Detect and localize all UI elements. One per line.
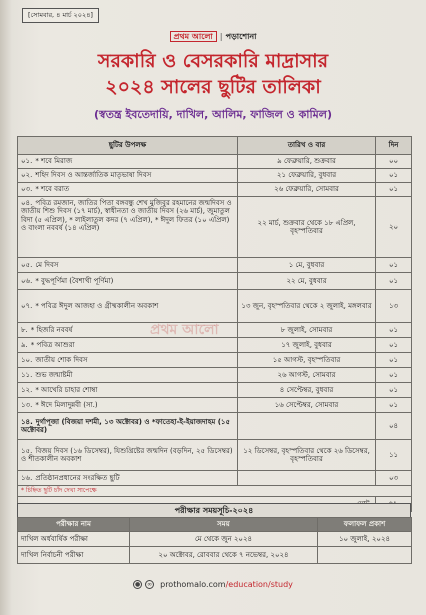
table-row: [18, 155, 412, 169]
page-title: [0, 48, 426, 100]
days-count: ০১: [388, 185, 399, 194]
column-header-exam-name: পরীক্ষার নাম: [56, 520, 91, 529]
row-number: ০৬.: [21, 276, 33, 285]
date-text: [238, 471, 375, 485]
exam-period: মে থেকে জুন ২০২৪: [194, 534, 253, 543]
occasion-text: * হিজরি নববর্ষ: [30, 325, 73, 334]
days-count: ১৩: [388, 301, 399, 310]
occasion-text: * বুদ্ধপূর্ণিমা (বৈশাখী পূর্ণিমা): [35, 276, 114, 285]
section-name: পড়াশোনা: [225, 32, 257, 41]
table-row: [18, 398, 412, 413]
days-count: ০৩: [388, 473, 399, 482]
date-text: ১৬ সেপ্টেম্বর, সোমবার: [274, 400, 339, 409]
occasion-text: * শবে বরাত: [35, 185, 70, 194]
date-text: ১২ ডিসেম্বর, বৃহস্পতিবার থেকে ২৬ ডিসেম্বর, বৃহস্পতিবার: [243, 446, 370, 463]
table-row: [18, 353, 412, 368]
date-text: ১ মে, বুধবার: [288, 260, 325, 269]
url-domain: prothomalo.com: [160, 580, 226, 589]
table-row: [18, 169, 412, 183]
occasion-text: দুর্গাপূজা (বিজয়া দশমী, ১৩ অক্টোবর) ও *ফাতেহা-ই-ইয়াজদাহম (১৫ অক্টোবর): [21, 417, 230, 434]
row-number: ০৫.: [21, 260, 33, 269]
result-date: ১০ জুলাই, ২০২৪: [338, 534, 391, 543]
table-row: [18, 383, 412, 398]
occasion-text: * আখেরি চাহার শোম্বা: [35, 385, 98, 394]
days-count: ০১: [388, 325, 399, 334]
table-row: [18, 413, 412, 440]
date-text: ২২ মার্চ, শুক্রবার থেকে ১৮ এপ্রিল, বৃহস্পতিবার: [257, 218, 356, 235]
row-number: ৯.: [21, 340, 28, 349]
days-count: ০১: [388, 355, 399, 364]
column-header-period: সময়: [217, 520, 230, 529]
occasion-text: পবিত্র রমজান, জাতির পিতা বঙ্গবন্ধু শেখ মুজিবুর রহমানের জন্মদিবস ও জাতীয় শিশু দিবস (১৭ মার্চ), স্বাধীনতা ও জাতীয় দিবস (২৬ মার্চ), জুমাতুল বিদা (৫ এপ্রিল), * লাইলাতুল কদর (৭ এপ্রিল), * ঈদুল ফিতর (১০ এপ্রিল) ও বাংলা নববর্ষ (১৪ এপ্রিল): [21, 199, 232, 233]
occasion-text: প্রতিষ্ঠানপ্রধানের সংরক্ষিত ছুটি: [35, 473, 120, 482]
brand-logo: প্রথম আলো: [170, 31, 217, 42]
days-count: ২০: [388, 222, 399, 231]
row-number: ১৬.: [21, 473, 33, 482]
table-row: [18, 440, 412, 471]
occasion-text: * পবিত্র আশুরা: [30, 340, 75, 349]
holiday-table: [17, 136, 412, 512]
row-number: ১৪.: [21, 417, 33, 426]
days-count: ০১: [388, 171, 399, 180]
table-row: [18, 471, 412, 486]
date-text: ১৭ জুলাই, বুধবার: [281, 340, 332, 349]
title-line-1: সরকারি ও বেসরকারি মাদ্রাসার: [97, 50, 329, 72]
days-count: ০০: [388, 157, 399, 166]
web-icon: ●: [134, 581, 141, 588]
table-row: [18, 273, 412, 290]
date-text: ১৫ আগস্ট, বৃহস্পতিবার: [272, 355, 341, 364]
table-row: [18, 368, 412, 383]
result-date: [318, 547, 411, 563]
masthead-divider: |: [219, 32, 223, 41]
table-row: [18, 290, 412, 323]
occasion-text: * শবে মিরাজ: [35, 157, 73, 166]
days-count: ০১: [388, 385, 399, 394]
date-text: ২১ ফেব্রুয়ারি, বুধবার: [276, 171, 337, 180]
days-count: ০১: [388, 260, 399, 269]
row-number: ১৫.: [21, 446, 33, 455]
note-row: [18, 486, 412, 497]
date-text: ২২ মে, বুধবার: [286, 276, 327, 285]
row-number: ০৩.: [21, 185, 33, 194]
row-number: ৮.: [21, 325, 28, 334]
occasion-text: * পবিত্র ঈদুল আজহা ও গ্রীষ্মকালীন অবকাশ: [35, 301, 159, 310]
occasion-text: জাতীয় শোক দিবস: [35, 355, 88, 364]
footnote: * চিহ্নিত ছুটি চাঁদ দেখা সাপেক্ষে: [21, 486, 97, 494]
days-count: ০১: [388, 370, 399, 379]
column-header-date: তারিখ ও বার: [287, 141, 326, 150]
occasion-text: * ঈদে মিলাদুন্নবী (সা.): [35, 400, 98, 409]
date-text: ৪ সেপ্টেম্বর, বুধবার: [279, 385, 334, 394]
watermark: প্রথম আলো: [150, 322, 219, 338]
table-row: [18, 258, 412, 273]
occasion-text: শহিদ দিবস ও আন্তর্জাতিক মাতৃভাষা দিবস: [35, 171, 152, 180]
row-number: ১১.: [21, 370, 33, 379]
table-row: [18, 323, 412, 338]
table-row: [18, 547, 412, 564]
row-number: ১২.: [21, 385, 33, 394]
occasion-text: বিজয় দিবস (১৬ ডিসেম্বর), যিশুখ্রিষ্টের জন্মদিন (বড়দিন, ২৫ ডিসেম্বর) ও শীতকালীন অবকাশ: [21, 446, 233, 463]
footer-url[interactable]: [160, 580, 293, 589]
footer: [0, 580, 426, 589]
days-count: ০৪: [388, 421, 399, 430]
exam-period: ২০ অক্টোবর, রোববার থেকে ৭ নভেম্বর, ২০২৪: [158, 550, 289, 559]
table-row: [18, 532, 412, 547]
date-text: ১৩ জুন, বৃহস্পতিবার থেকে ২ জুলাই, মঙ্গলবার: [241, 301, 372, 310]
date-text: ৯ ফেব্রুয়ারি, শুক্রবার: [277, 157, 336, 166]
exam-schedule-table: [17, 517, 412, 564]
occasion-text: মে দিবস: [35, 260, 59, 269]
exam-name: দাখিল নির্বাচনী পরীক্ষা: [21, 550, 84, 559]
exam-schedule-title: পরীক্ষার সময়সূচি-২০২৪: [17, 503, 411, 517]
row-number: ১০.: [21, 355, 33, 364]
table-row: [18, 338, 412, 353]
link-icon: ∞: [147, 581, 153, 588]
occasion-text: শুভ জন্মাষ্টমী: [35, 370, 73, 379]
exam-name: দাখিল অর্ধবার্ষিক পরীক্ষা: [21, 534, 88, 543]
days-count: ০১: [388, 276, 399, 285]
row-number: ০৪.: [21, 199, 33, 207]
table-row: [18, 197, 412, 258]
row-number: ০২.: [21, 171, 33, 180]
table-header-row: [18, 518, 412, 532]
title-line-2: ২০২৪ সালের ছুটির তালিকা: [105, 76, 321, 98]
masthead: [0, 31, 426, 44]
days-count: ১১: [388, 450, 399, 459]
days-count: ০১: [388, 340, 399, 349]
date-text: [238, 413, 375, 439]
publication-date: [সোমবার, ৪ মার্চ ২০২৪]: [22, 8, 99, 23]
column-header-occasion: ছুটির উপলক্ষ: [108, 141, 147, 150]
table-header-row: [18, 137, 412, 155]
days-count: ০১: [388, 400, 399, 409]
page-subtitle: (স্বতন্ত্র ইবতেদায়ি, দাখিল, আলিম, ফাজিল ও কামিল): [94, 108, 332, 121]
date-text: ৮ জুলাই, সোমবার: [280, 325, 333, 334]
table-row: [18, 183, 412, 197]
column-header-days: দিন: [388, 141, 399, 150]
row-number: ১৩.: [21, 400, 33, 409]
url-path: /education/study: [225, 580, 293, 589]
column-header-result: ফলাফল প্রকাশ: [343, 520, 386, 529]
date-text: ২৬ আগস্ট, সোমবার: [277, 370, 336, 379]
row-number: ০১.: [21, 157, 33, 166]
date-text: ২৬ ফেব্রুয়ারি, সোমবার: [274, 185, 339, 194]
row-number: ০৭.: [21, 301, 33, 310]
